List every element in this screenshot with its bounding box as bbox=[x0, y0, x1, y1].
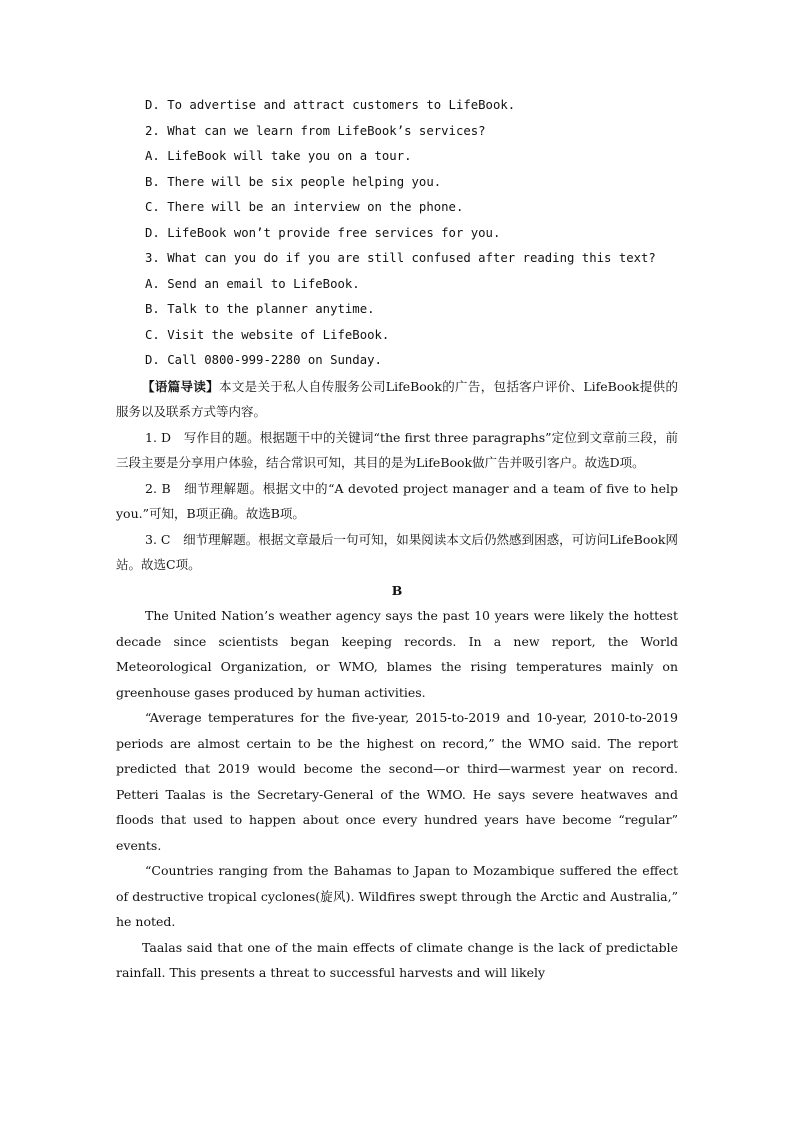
q2-option-c: C. There will be an interview on the phone. bbox=[145, 200, 464, 214]
reading-guide-text: 本文是关于私人自传服务公司LifeBook的广告，包括客户评价、LifeBook提供的服务以及联系方式等内容。 bbox=[116, 378, 678, 419]
q3-option-d: D. Call 0800-999-2280 on Sunday. bbox=[145, 353, 382, 367]
passage-paragraph-2: “Average temperatures for the five-year, 2015-to-2019 and 10-year, 2010-to-2019 periods are almost certain to be the highest on record,” the WMO said. The report predicted that 2019 would become the second—or third—warmest year on record. Petteri Taalas is the Secretary-General of the WMO. He says severe heatwaves and floods that used to happen about once every hundred years have become “regular” events. bbox=[116, 710, 678, 853]
passage-paragraph-4: Taalas said that one of the main effects of climate change is the lack of predictable rainfall. This presents a threat to successful harvests and will likely bbox=[116, 939, 678, 980]
q2-option-b: B. There will be six people helping you. bbox=[145, 174, 442, 189]
q1-option-d: D. To advertise and attract customers to LifeBook. bbox=[145, 98, 516, 112]
reading-guide-label: 【语篇导读】 bbox=[142, 378, 219, 394]
passage-paragraph-3: “Countries ranging from the Bahamas to Japan to Mozambique suffered the effect of destructive tropical cyclones(旋风). Wildfires swept through the Arctic and Australia,” he noted. bbox=[116, 863, 678, 929]
answer-3: 3. C 细节理解题。根据文章最后一句可知，如果阅读本文后仍然感到困惑，可访问LifeBook网站。故选C项。 bbox=[116, 531, 678, 572]
q3-stem: 3. What can you do if you are still confused after reading this text? bbox=[145, 251, 656, 265]
q2-stem: 2. What can we learn from LifeBook’s services? bbox=[145, 123, 486, 138]
q3-option-c: C. Visit the website of LifeBook. bbox=[145, 327, 390, 342]
passage-paragraph-1: The United Nation’s weather agency says the past 10 years were likely the hottest decade since scientists began keeping records. In a new report, the World Meteorological Organization, or WMO, blames the rising temperatures mainly on greenhouse gases produced by human activities. bbox=[116, 608, 678, 700]
q2-option-a: A. LifeBook will take you on a tour. bbox=[145, 149, 412, 163]
answer-2: 2. B 细节理解题。根据文中的“A devoted project manager and a team of five to help you.”可知，B项正确。故选B项。 bbox=[116, 480, 678, 521]
reading-guide bbox=[116, 374, 678, 425]
section-heading-b: B bbox=[391, 582, 403, 598]
q3-option-a: A. Send an email to LifeBook. bbox=[145, 276, 360, 291]
q2-option-d: D. LifeBook won’t provide free services for you. bbox=[145, 225, 501, 240]
document-page bbox=[116, 93, 678, 986]
answer-1: 1. D 写作目的题。根据题干中的关键词“the first three paragraphs”定位到文章前三段，前三段主要是分享用户体验，结合常识可知，其目的是为LifeBook做广告并吸引客户。故选D项。 bbox=[116, 429, 678, 470]
q3-option-b: B. Talk to the planner anytime. bbox=[145, 302, 375, 316]
